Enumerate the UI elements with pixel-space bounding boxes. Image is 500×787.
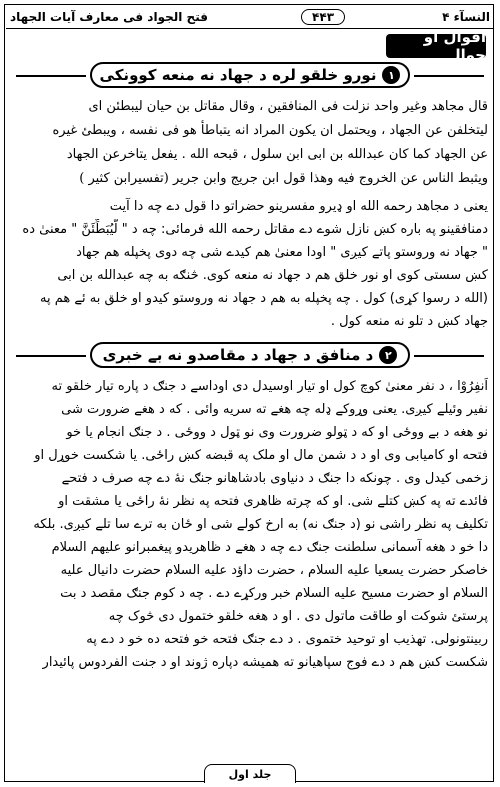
heading-1 (90, 62, 410, 88)
heading-2-number: ۲ (379, 346, 397, 364)
paragraph-2-line: تکلیف په نظر راشی نو (د جنګ نه) به ارخ کولے شی او ځان به ترے سا تلے کیږی. بلکه (33, 517, 488, 532)
paragraph-2-line: فائدے ته په کښ کتلے شی. او که چرته ظاهری فتحه په نظر نهٔ راځی یا مشقت او (58, 494, 488, 509)
arabic-quote-line: ویثبط الناس عن الخروج فیه وهذا قول ابن جریج وابن جریر (تفسیرابن کثیر ) (79, 171, 488, 186)
section-label: اقوال او حوالے (386, 34, 486, 58)
arabic-quote-line: عن الجهاد کما کان عبدالله بن ابی ابن سلول ، قبحه الله . یفعل یتاخرعن الجهاد (66, 147, 488, 162)
paragraph-2-line: السلام او حضرت مسیح علیه السلام خبر ورکړے دے . چه د کوم جنګ مقصد د بت (60, 586, 488, 601)
heading-1-number: ۱ (382, 66, 400, 84)
paragraph-1-line: جهاد کښ د تلو نه منعه کول . (330, 314, 488, 329)
heading-2-text: د منافق د جهاد د مقاصدو نه بے خبری (102, 346, 374, 364)
paragraph-2-line: دا خو د هغه آسمانی سلطنت جنګ دے چه د هغے د ظاهریدو پیغمبرانو علیهم السلام (51, 540, 488, 555)
paragraph-2-line: خاصکر حضرت یسعیا علیه السلام ، حضرت داؤد علیه السلام حضرت دانیال علیه (60, 563, 488, 578)
book-title: فتح الجواد فی معارف آیات الجهاد (10, 10, 208, 24)
paragraph-2-line: فتحه او کامیابی وی او د د شمن مال او ملک په قبضه کښ راځی. یا شکست خوړل او (34, 448, 488, 463)
paragraph-2-line: پرستئ شوکت او طاقت ماتول دی . او د هغه خلقو ختمول دی څوک چه (108, 609, 488, 624)
paragraph-1-line: یعنی د مجاهد رحمه الله او ډیرو مفسرینو حضراتو دا قول دے چه دا آیت (109, 199, 488, 214)
paragraph-2-line: نفیر وئیلے کیږی. یعنی وړوکے ډله چه هغے ته سریه وائی . که د هغے ضرورت شی (61, 402, 488, 417)
paragraph-2-line: اَنفِرُوْا ، د نفر معنیٰ کوچ کول او تیار اوسیدل دی اوداسے د جنګ د پاره تیار خلقو ته (51, 379, 488, 394)
page-number: ۴۴۳ (301, 9, 345, 25)
heading-2 (90, 342, 410, 368)
paragraph-1-line: دمنافقینو په باره کښ نازل شوے دے مقاتل رحمه الله فرمائی: چه د " لَّيُبَطِّئَنَّ " معنیٰ ده (22, 222, 488, 237)
paragraph-1-line: (الله د رسوا کړی) کول . چه پخپله به هم د جهاد نه وروستو کیدو او خلق به ئے هم په (40, 291, 488, 306)
arabic-quote-line: لیتخلفن عن الجهاد ، ویحتمل ان یکون المراد انه یتباطأ هو فی نفسه ، ویبطئ غیره (52, 123, 488, 138)
volume-footer: جلد اول (204, 764, 296, 783)
paragraph-1-line: " جهاد نه وروستو پاتے کیږی " اودا معنیٰ هم کیدے شی چه دوی پخپله هم جهاد (76, 245, 488, 260)
paragraph-2-line: ربینتونولی. تهذیب او توحید ختموی . د دے جنګ فتحه خو فتحه ده خو د دے په (86, 632, 488, 647)
paragraph-1-line: کښ سستی کوی او نور خلق هم د جهاد نه منعه کوی. څنګه به چه عبدالله بن ابی (57, 268, 488, 283)
paragraph-2-line: شکست کښ هم د دے فوج سپاهیانو ته همیشه دپاره ژوند او د جنت الفردوس پائیدار (42, 655, 488, 670)
running-head-surah: النسآء ۴ (442, 10, 490, 24)
running-head (6, 6, 494, 29)
paragraph-2-line: نو هغه د بے ووځی او که د ټولو ضرورت وی نو ټول د ووځی . د جنګ انجام یا خو (66, 425, 488, 440)
arabic-quote-line: قال مجاهد وغیر واحد نزلت فی المنافقین ، وقال مقاتل بن حیان لیبطئن ای (88, 99, 488, 114)
heading-1-text: نورو خلقو لره د جهاد نه منعه کوونکی (99, 66, 377, 84)
paragraph-2-line: زخمی کیدل وی . چونکه دا جنګ د دنیاوی بادشاهانو جنګ نهٔ دے چه صرف د فتحے (61, 471, 488, 486)
